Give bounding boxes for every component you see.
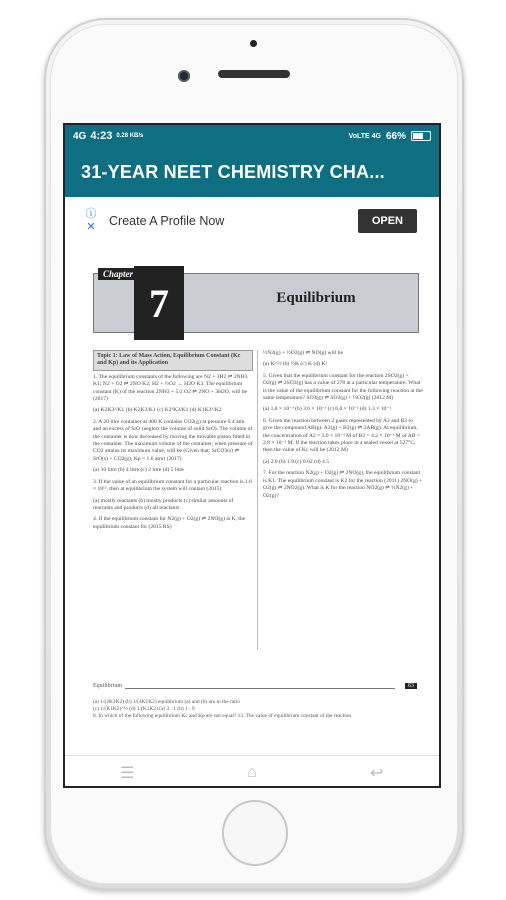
left-column — [93, 350, 253, 535]
physical-home-button[interactable] — [222, 800, 288, 866]
proximity-sensor — [250, 40, 257, 47]
home-icon[interactable]: ⌂ — [247, 763, 257, 781]
column-divider — [257, 350, 258, 650]
status-time: 4:23 — [90, 130, 113, 142]
question-text: 3. If the value of an equilibrium constant for a particular reaction is 1.6 × 10¹², then at equilibrium the system will contain (2015) — [93, 478, 252, 493]
question-text: 2. A 20 litre container at 400 K contains CO2(g) at pressure 0.4 atm and an excess of SrO (neglect the volume of solid SrO). The volume of the container is now decreased by moving the movable piston fitted in the container. The maximum volume of the container, when pressure of CO2 attains its maximum value, will be (Given that: SrCO3(s) ⇌ SrO(s) + CO2(g), Kp = 1.6 atm) (2017) — [93, 418, 253, 462]
page-number: 63 — [405, 683, 417, 689]
text-line: 8. In which of the following equilibrium Kc and Kp are not equal? 13. The value of equilibrium constant of the reaction — [93, 713, 352, 719]
question-text: 4. If the equilibrium constant for N2(g) + O2(g) ⇌ 2NO(g) is K, the equilibrium constant for (2015 RS) — [93, 516, 246, 530]
menu-icon[interactable]: ☰ — [120, 764, 135, 782]
next-page-text — [93, 699, 417, 720]
topic-heading: Topic 1: Law of Mass Action, Equilibrium Constant (Kc and Kp) and its Application — [93, 350, 253, 371]
app-title-bar — [65, 147, 439, 197]
question-options: (a) mostly reactants (b) mostly products (c) similar amounts of reactants and products (d) all reactants — [93, 497, 234, 511]
question-options: (a) 2.0 (b) 1.9 (c) 0.62 (d) 4.5 — [263, 458, 330, 465]
chapter-title: Equilibrium — [276, 290, 356, 306]
network-type: VoLTE 4G — [348, 132, 381, 140]
question-text: 7. For the reaction N2(g) + O2(g) ⇌ 2NO(g), the equilibrium constant is K1. The equilibrium constant is K2 for the reaction (2011) 2NO(g) + O2(g) ⇌ 2NO2(g). What is K for the reaction NO2(g) ⇌ ½N2(g) + O2(g)? — [263, 470, 423, 499]
ad-banner[interactable] — [83, 199, 423, 243]
earpiece-speaker — [218, 70, 290, 78]
question-text: ½N2(g) + ½O2(g) ⇌ NO(g) will be — [263, 350, 343, 356]
back-icon[interactable]: ↩ — [369, 764, 384, 782]
question-text: 6. Given the reaction between 2 gases represented by A2 and B2 to give the compound AB(g). A2(g) + B2(g) ⇌ 2AB(g). At equilibrium, the concentration of A2 = 3.0 × 10⁻³ M of B2 = 4.2 × 10⁻³ M of AB = 2.8 × 10⁻³ M. If the reaction takes place in a sealed vessel at 527°C, then the value of Kc will be (2012 M) — [263, 417, 421, 454]
ad-text[interactable]: Create A Profile Now — [109, 214, 225, 228]
footer-label: Equilibrium — [93, 683, 122, 689]
status-bar — [65, 125, 439, 147]
ad-open-button[interactable]: OPEN — [358, 209, 417, 233]
question-text: 5. Given that the equilibrium constant for the reaction 2SO2(g) + O2(g) ⇌ 2SO3(g) has a value of 278 at a particular temperature. What is the value of the equilibrium constant for the following reaction at the same temperature? SO3(g) ⇌ SO2(g) + ½O2(g) (2012 M) — [263, 372, 423, 402]
text-line: (c) 1/(K1K2)^½ (d) 1/(K1K2) (a) 3 : 1 (b) 1 : 9 — [93, 706, 195, 712]
chapter-banner — [93, 269, 419, 333]
navigation-bar — [65, 755, 439, 788]
network-speed: 0.28 KB/s — [116, 133, 144, 139]
battery-percent: 66% — [385, 130, 406, 142]
question-options: (a) 10 litre (b) 4 litre (c) 2 litre (d) 5 litre — [93, 467, 184, 474]
footer-rule — [125, 688, 395, 689]
info-icon[interactable]: ⓘ — [85, 208, 97, 220]
app-title: 31-YEAR NEET CHEMISTRY CHA... — [81, 161, 385, 182]
text-line: (a) 1/(2K1K2) (b) 1/(4K1K2) equilibrium (a) and (b) are in the ratio — [93, 699, 240, 705]
question-options: (a) 1.8 × 10⁻³ (b) 3.6 × 10⁻³ (c) 6.0 × 10⁻² (d) 1.3 × 10⁻⁵ — [263, 406, 392, 413]
front-camera-icon — [178, 70, 190, 82]
chapter-number: 7 — [134, 266, 184, 340]
question-options: (a) K2K3³/K1 (b) K2K3/K1 (c) K2³K3/K1 (d) K1K3³/K2 — [93, 407, 222, 414]
question-options: (a) K^½ (b) ½K (c) K (d) K² — [263, 361, 328, 368]
screen — [63, 123, 441, 788]
pdf-page[interactable] — [85, 255, 425, 755]
close-icon[interactable]: ✕ — [86, 221, 96, 233]
battery-icon — [411, 131, 431, 141]
question-text: 1. The equilibrium constants of the following are N2 + 3H2 ⇌ 2NH3 K1; N2 + O2 ⇌ 2NO K2; H2 + ½O2 → H2O K3. The equilibrium constant (K) of the reaction 2NH3 + 5/2 O2 ⇌ 2NO + 3H2O, will be (2017) — [93, 373, 248, 403]
signal-label: 4G — [73, 130, 87, 142]
right-column — [263, 350, 423, 504]
chapter-label: Chapter — [98, 268, 138, 280]
page-footer — [93, 683, 417, 693]
